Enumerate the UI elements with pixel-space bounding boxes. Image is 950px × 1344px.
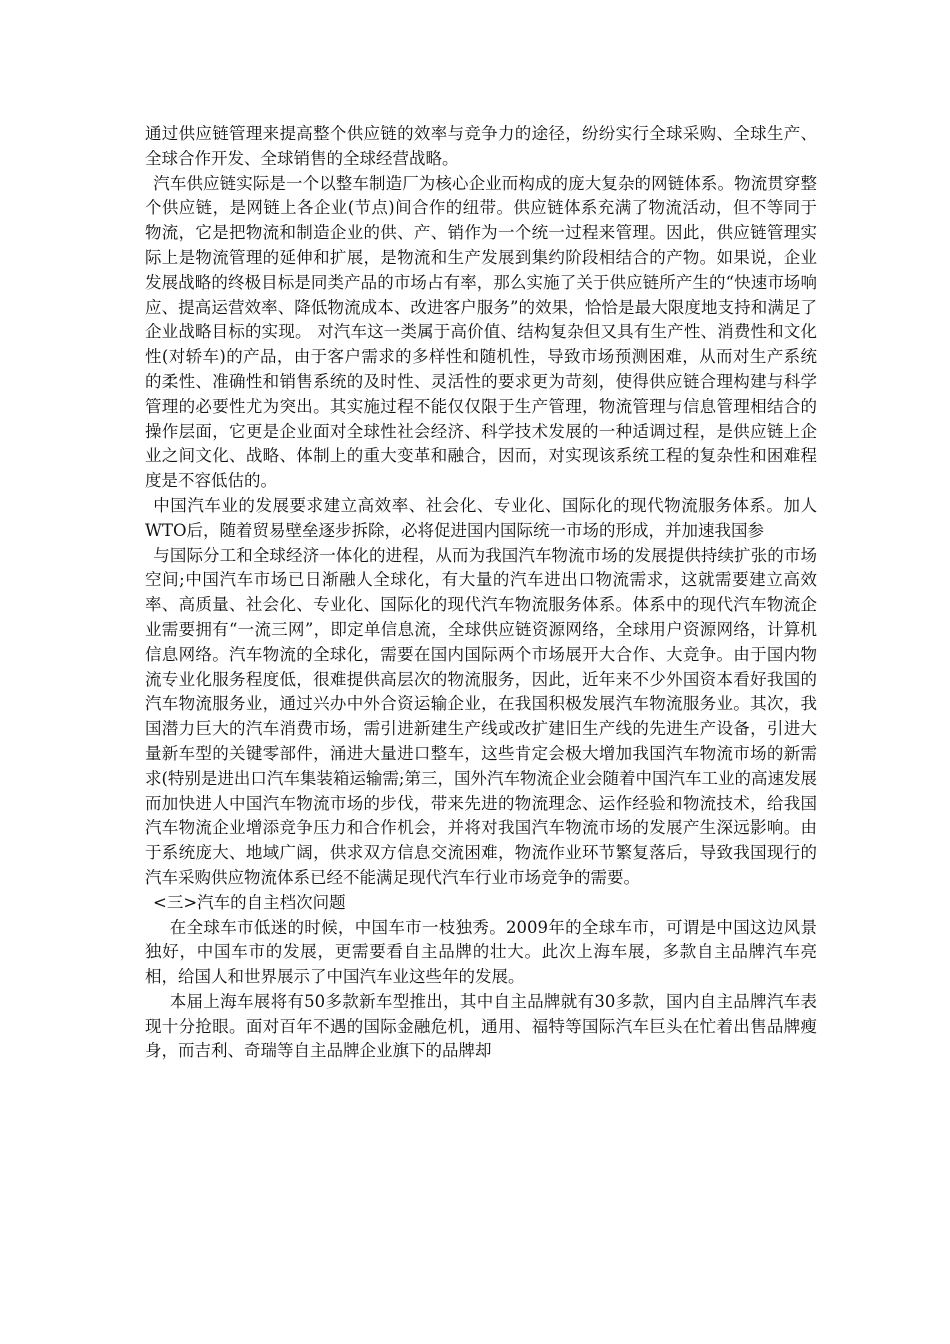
- document-page: [145, 122, 817, 1064]
- section-heading: <三>汽车的自主档次问题: [153, 892, 346, 912]
- paragraph-1: 通过供应链管理来提高整个供应链的效率与竞争力的途径，纷纷实行全球采购、全球生产、全球合作开发、全球销售的全球经营战略。: [145, 124, 817, 168]
- paragraph-3: 中国汽车业的发展要求建立高效率、社会化、专业化、国际化的现代物流服务体系。加人WTO后，随着贸易壁垒逐步拆除，必将促进国内国际统一市场的形成，并加速我国参: [145, 495, 817, 540]
- paragraph-4: 与国际分工和全球经济一体化的进程，从而为我国汽车物流市场的发展提供持续扩张的市场空间;中国汽车市场已日渐融人全球化，有大量的汽车进出口物流需求，这就需要建立高效率、高质量、社会化、专业化、国际化的现代汽车物流服务体系。体系中的现代汽车物流企业需要拥有“一流三网”，即定单信息流，全球供应链资源网络，全球用户资源网络，计算机信息网络。汽车物流的全球化，需要在国内国际两个市场展开大合作、大竞争。由于国内物流专业化服务程度低，很难提供高层次的物流服务，因此，近年来不少外国资本看好我国的汽车物流服务业，通过兴办中外合资运输企业，在我国积极发展汽车物流服务业。其次，我国潜力巨大的汽车消费市场，需引进新建生产线或改扩建旧生产线的先进生产设备，引进大量新车型的关键零部件，涌进大量进口整车，这些肯定会极大增加我国汽车物流市场的新需求(特别是进出口汽车集装箱运输需;第三，国外汽车物流企业会随着中国汽车工业的高速发展而加快进人中国汽车物流市场的步伐，带来先进的物流理念、运作经验和物流技术，给我国汽车物流企业增添竞争压力和合作机会，并将对我国汽车物流市场的发展产生深远影响。由于系统庞大、地域广阔，供求双方信息交流困难，物流作业环节繁复落后，导致我国现行的汽车采购供应物流体系已经不能满足现代汽车行业市场竞争的需要。: [145, 545, 817, 887]
- section-paragraph-1: 在全球车市低迷的时候，中国车市一枝独秀。2009年的全球车市，可谓是中国这边风景独好，中国车市的发展，更需要看自主品牌的壮大。此次上海车展，多款自主品牌汽车亮相，给国人和世界展示了中国汽车业这些年的发展。: [145, 917, 817, 987]
- paragraph-2: 汽车供应链实际是一个以整车制造厂为核心企业而构成的庞大复杂的网链体系。物流贯穿整个供应链，是网链上各企业(节点)间合作的纽带。供应链体系充满了物流活动，但不等同于物流，它是把物流和制造企业的供、产、销作为一个统一过程来管理。因此，供应链管理实际上是物流管理的延伸和扩展，是物流和生产发展到集约阶段相结合的产物。如果说，企业发展战略的终极目标是同类产品的市场占有率，那么实施了关于供应链所产生的“快速市场响应、提高运营效率、降低物流成本、改进客户服务”的效果，恰恰是最大限度地支持和满足了企业战略目标的实现。 对汽车这一类属于高价值、结构复杂但又具有生产性、消费性和文化性(对轿车)的产品，由于客户需求的多样性和随机性，导致市场预测困难，从而对生产系统的柔性、准确性和销售系统的及时性、灵活性的要求更为苛刻，使得供应链合理构建与科学管理的必要性尤为突出。其实施过程不能仅仅限于生产管理，物流管理与信息管理相结合的操作层面，它更是企业面对全球性社会经济、科学技术发展的一种适调过程，是供应链上企业之间文化、战略、体制上的重大变革和融合，因而，对实现该系统工程的复杂性和困难程度是不容低估的。: [145, 173, 817, 491]
- section-paragraph-2: 本届上海车展将有50多款新车型推出，其中自主品牌就有30多款，国内自主品牌汽车表现十分抢眼。面对百年不遇的国际金融危机，通用、福特等国际汽车巨头在忙着出售品牌瘦身，而吉利、奇瑞等自主品牌企业旗下的品牌却: [145, 991, 817, 1061]
